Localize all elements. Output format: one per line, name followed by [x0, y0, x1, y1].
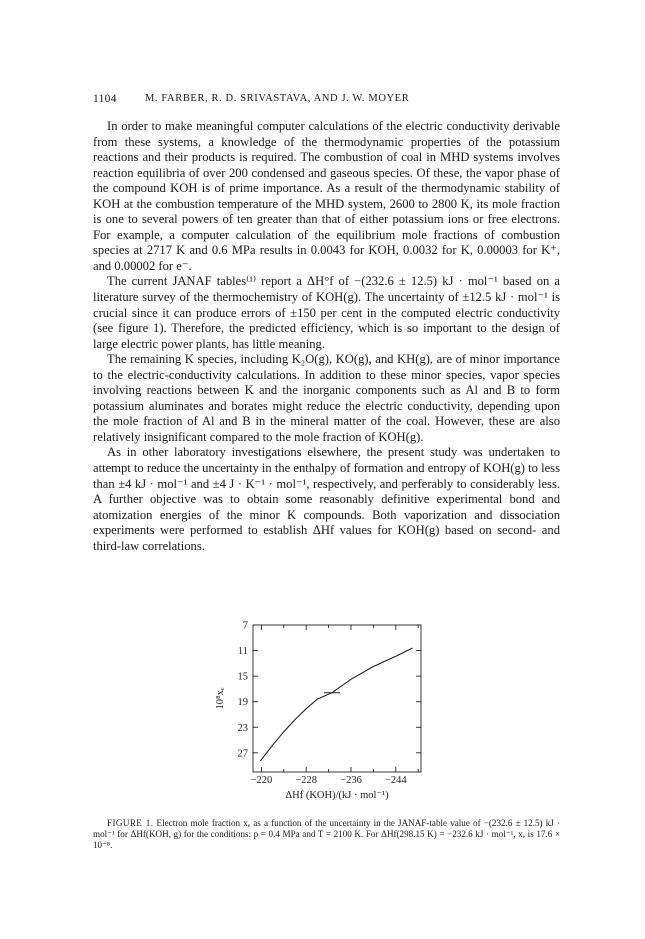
x-tick-label: −236 — [340, 775, 362, 786]
paragraph: In order to make meaningful computer calculations of the electric conductivity derivable from these systems, a knowledge of the thermodynamic properties of the potassium reactions and their products is required. The combustion of coal in MHD systems involves reaction equilibria of over 200 condensed and gaseous species. Of these, the vapor phase of the compound KOH is of prime importance. As a result of the thermodynamic stability of KOH at the combustion temperature of the MHD system, 2600 to 2800 K, its mole fraction is one to several powers of ten greater than that of either potassium ions or free electrons. For example, a computer calculation of the equilibrium mole fractions of combustion species at 2717 K and 0.6 MPa results in 0.0043 for KOH, 0.0032 for K, 0.00003 for K⁺, and 0.00002 for e⁻. — [93, 119, 560, 273]
page-number: 1104 — [93, 93, 117, 105]
body-text — [93, 119, 560, 554]
y-tick-label: 23 — [237, 722, 248, 734]
x-tick-label: −228 — [295, 775, 318, 786]
page-header — [93, 93, 563, 109]
x-tick-label: −220 — [250, 775, 273, 786]
figure-1-chart — [192, 614, 492, 810]
y-tick-label: 7 — [242, 620, 248, 632]
caption-text: Electron mole fraction xₑ as a function of the uncertainty in the JANAF-table value of −(232.6 ± 12.5) kJ · mol⁻¹ for ΔHf(KOH, g) for the conditions: p = 0.4 MPa and T = 2100 K. For ΔHf(298.15 K) = −232.6 kJ · mol⁻¹, xₑ is 17.6 × 10⁻⁸. — [93, 818, 560, 850]
x-axis-label: ΔHf (KOH)/(kJ · mol⁻¹) — [285, 790, 389, 801]
y-tick-label: 27 — [237, 748, 248, 760]
paragraph: The current JANAF tables⁽¹⁾ report a ΔH°f of −(232.6 ± 12.5) kJ · mol⁻¹ based on a literature survey of the thermochemistry of KOH(g). The uncertainty of ±12.5 kJ · mol⁻¹ is crucial since it can produce errors of ±150 per cent in the computed electric conductivity (see figure 1). Therefore, the predicted efficiency, which is so important to the design of large electric power plants, has little meaning. — [93, 274, 560, 351]
series-line — [260, 648, 412, 761]
paragraph: As in other laboratory investigations elsewhere, the present study was undertaken to attempt to reduce the uncertainty in the enthalpy of formation and entropy of KOH(g) to less than ±4 kJ · mol⁻¹ and ±4 J · K⁻¹ · mol⁻¹, respectively, and perferably to considerably less. A further objective was to obtain some reasonably definitive experimental bond and atomization energies of the minor K compounds. Both vaporization and dissociation experiments were performed to establish ΔHf values for KOH(g) based on second- and third-law correlations. — [93, 445, 560, 553]
caption-label: FIGURE 1. — [107, 818, 154, 828]
y-axis-label: 10⁸xₑ — [215, 687, 226, 710]
y-tick-label: 19 — [237, 697, 248, 709]
y-tick-label: 15 — [237, 671, 248, 683]
plot-frame — [253, 625, 421, 772]
running-head: M. FARBER, R. D. SRIVASTAVA, AND J. W. MOYER — [145, 93, 410, 104]
y-tick-label: 11 — [237, 646, 248, 658]
figure-caption — [93, 818, 560, 850]
paragraph: The remaining K species, including K₂O(g), KO(g), and KH(g), are of minor importance to the electric-conductivity calculations. In addition to these minor species, vapor species involving reactions between K and the inorganic components such as Al and B to form potassium aluminates and borates might reduce the electric conductivity, depending upon the mole fraction of Al and B in the mineral matter of the coal. However, these are also relatively insignificant compared to the mole fraction of KOH(g). — [93, 352, 560, 444]
x-tick-label: −244 — [384, 775, 407, 786]
